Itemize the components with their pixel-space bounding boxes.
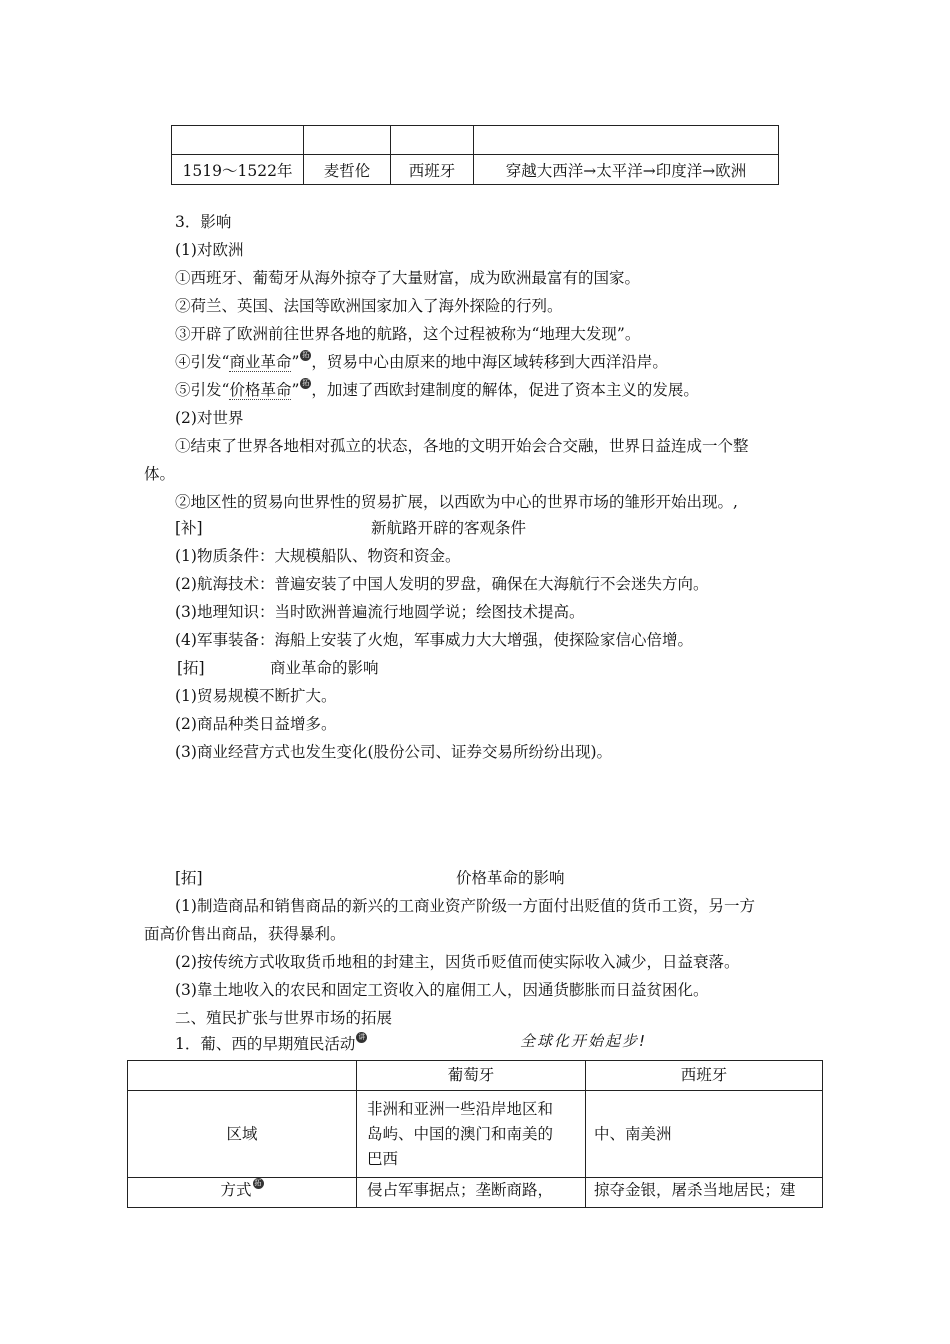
price-item-2: (2)按传统方式收取货币地租的封建主，因货币贬值而使实际收入减少，日益衰落。 <box>175 953 740 971</box>
world-heading: (2)对世界 <box>175 409 244 427</box>
portugal-region-line: 非洲和亚洲一些沿岸地区和 <box>367 1099 554 1118</box>
expand-badge-icon: 拓 <box>302 351 310 359</box>
commerce-tag: [拓] <box>177 659 205 677</box>
europe-item-3: ③开辟了欧洲前往世界各地的航路，这个过程被称为“地理大发现”。 <box>175 325 641 343</box>
europe-heading: (1)对欧洲 <box>175 241 244 259</box>
commercial-revolution-term: 商业革命 <box>229 353 292 371</box>
spain-method: 掠夺金银，屠杀当地居民；建 <box>586 1178 823 1208</box>
supplement-item-3: (3)地理知识：当时欧洲普遍流行地圆学说；绘图技术提高。 <box>175 603 585 621</box>
header-spain: 西班牙 <box>586 1061 823 1091</box>
section-two-heading: 二、殖民扩张与世界市场的拓展 <box>175 1009 393 1027</box>
table-cell <box>172 126 304 155</box>
table-row <box>172 126 779 155</box>
world-item-2: ②地区性的贸易向世界性的贸易扩展，以西欧为中心的世界市场的雏形开始出现。, <box>175 493 738 511</box>
portugal-region-line: 巴西 <box>367 1149 399 1168</box>
item5-pre: ⑤引发“ <box>175 381 230 399</box>
europe-item-4 <box>175 350 668 372</box>
table-row <box>128 1091 823 1178</box>
lecture-badge-icon: 讲 <box>358 1033 366 1041</box>
handwritten-note: 全球化开始起步! <box>520 1032 648 1050</box>
price-item-1-line-1: (1)制造商品和销售商品的新兴的工商业资产阶级一方面付出贬值的货币工资，另一方 <box>175 897 755 915</box>
subheading-text: 1．葡、西的早期殖民活动 <box>175 1035 356 1053</box>
europe-item-5 <box>175 378 699 400</box>
portugal-method: 侵占军事据点；垄断商路， <box>357 1178 586 1208</box>
price-revolution-term: 价格革命 <box>229 381 292 399</box>
item5-post: ” <box>291 381 300 399</box>
table-row <box>128 1061 823 1091</box>
table-row <box>172 155 779 185</box>
item4-rest: ，贸易中心由原来的地中海区域转移到大西洋沿岸。 <box>311 353 668 371</box>
commerce-item-1: (1)贸易规模不断扩大。 <box>175 687 337 705</box>
europe-item-1: ①西班牙、葡萄牙从海外掠夺了大量财富，成为欧洲最富有的国家。 <box>175 269 641 287</box>
supplement-item-1: (1)物质条件：大规模船队、物资和资金。 <box>175 547 461 565</box>
expand-badge-icon: 拓 <box>254 1179 262 1187</box>
header-portugal: 葡萄牙 <box>357 1061 586 1091</box>
voyage-route: 穿越大西洋→太平洋→印度洋→欧洲 <box>474 155 779 185</box>
table-cell <box>391 126 474 155</box>
section-two-subheading <box>175 1032 367 1054</box>
row-label-region: 区域 <box>128 1091 357 1178</box>
item4-pre: ④引发“ <box>175 353 230 371</box>
row-label-method <box>128 1178 357 1208</box>
price-item-3: (3)靠土地收入的农民和固定工资收入的雇佣工人，因通货膨胀而日益贫困化。 <box>175 981 709 999</box>
world-item-1-line-1: ①结束了世界各地相对孤立的状态，各地的文明开始会合交融，世界日益连成一个整 <box>175 437 749 455</box>
price-item-1-line-2: 面高价售出商品，获得暴利。 <box>144 925 346 943</box>
voyage-table <box>171 125 779 185</box>
supplement-item-4: (4)军事装备：海船上安装了火炮，军事威力大大增强，使探险家信心倍增。 <box>175 631 693 649</box>
item4-post: ” <box>291 353 300 371</box>
portugal-region-line: 岛屿、中国的澳门和南美的 <box>367 1124 554 1143</box>
colonial-table <box>127 1060 823 1208</box>
commerce-item-2: (2)商品种类日益增多。 <box>175 715 337 733</box>
world-item-1-line-2: 体。 <box>144 465 176 483</box>
price-title: 价格革命的影响 <box>456 869 565 887</box>
europe-item-2: ②荷兰、英国、法国等欧洲国家加入了海外探险的行列。 <box>175 297 563 315</box>
commerce-item-3: (3)商业经营方式也发生变化(股份公司、证券交易所纷纷出现)。 <box>175 743 613 761</box>
commerce-title: 商业革命的影响 <box>270 659 379 677</box>
impact-heading: 3．影响 <box>175 213 232 231</box>
supplement-tag: [补] <box>175 519 203 537</box>
header-cell-empty <box>128 1061 357 1091</box>
item5-rest: ，加速了西欧封建制度的解体，促进了资本主义的发展。 <box>311 381 699 399</box>
table-cell <box>304 126 391 155</box>
method-label: 方式 <box>220 1181 252 1199</box>
voyage-years: 1519～1522年 <box>172 155 304 185</box>
portugal-region <box>357 1091 586 1178</box>
spain-region: 中、南美洲 <box>586 1091 823 1178</box>
expand-badge-icon: 拓 <box>302 379 310 387</box>
price-tag: [拓] <box>175 869 203 887</box>
supplement-title: 新航路开辟的客观条件 <box>371 519 527 537</box>
voyage-country: 西班牙 <box>391 155 474 185</box>
voyage-navigator: 麦哲伦 <box>304 155 391 185</box>
table-row <box>128 1178 823 1208</box>
supplement-item-2: (2)航海技术：普遍安装了中国人发明的罗盘，确保在大海航行不会迷失方向。 <box>175 575 709 593</box>
table-cell <box>474 126 779 155</box>
